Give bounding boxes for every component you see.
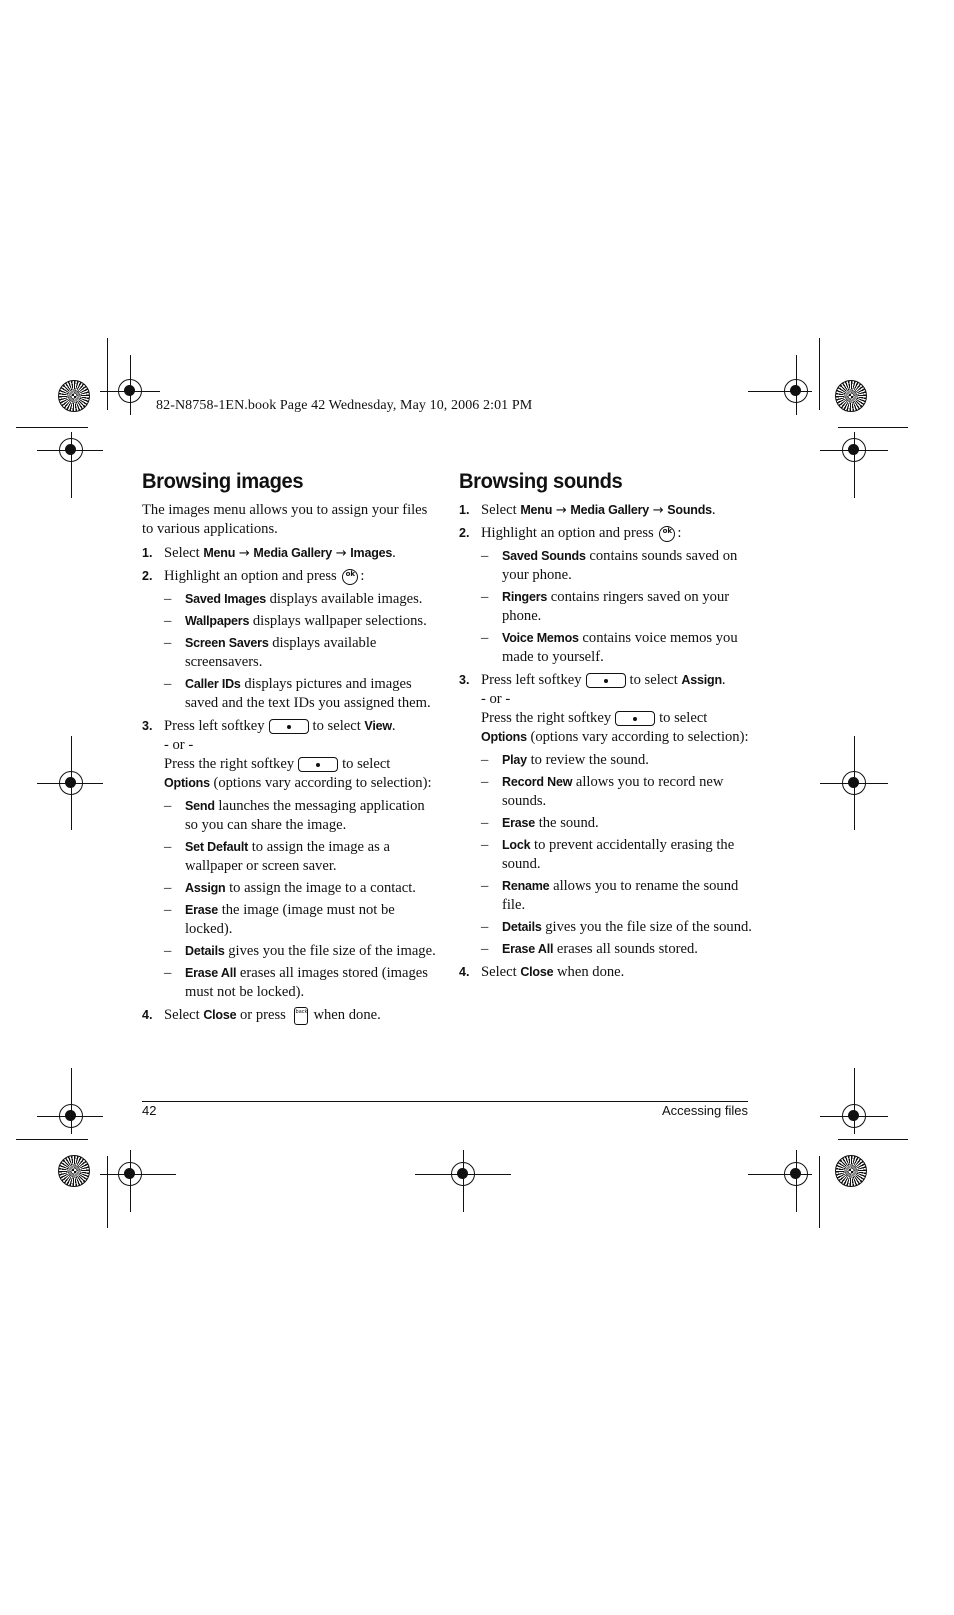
list-item: – Rename allows you to rename the sound file. (481, 878, 739, 913)
registration-mark-icon (784, 1162, 808, 1186)
list-item: – Erase All erases all images stored (images must not be locked). (164, 965, 428, 1000)
list-item: – Saved Images displays available images. (164, 591, 423, 607)
list-item: – Lock to prevent accidentally erasing the sound. (481, 837, 735, 872)
list-item: – Wallpapers displays wallpaper selections. (164, 613, 427, 629)
step-1: 1. Select Menu → Media Gallery → Sounds. (459, 502, 716, 518)
list-item: – Ringers contains ringers saved on your phone. (481, 589, 730, 624)
ok-key-icon: ok (659, 526, 675, 542)
print-header: 82-N8758-1EN.book Page 42 Wednesday, May 10, 2006 2:01 PM (156, 398, 533, 413)
section-title: Browsing sounds (459, 470, 623, 493)
list-item: – Saved Sounds contains sounds saved on your phone. (481, 548, 738, 583)
softkey-icon (269, 719, 309, 734)
footer-rule (142, 1101, 748, 1102)
option-list (481, 751, 759, 959)
softkey-icon (586, 673, 626, 688)
list-item: – Screen Savers displays available screensavers. (164, 635, 377, 670)
registration-mark-icon (59, 1104, 83, 1128)
step-2: 2. Highlight an option and press ok : – Saved Sounds contains sounds saved on your phone. – Ringers contains ringers saved on your phone. – Voice Memos contains voice memos you made to yourself. (459, 524, 759, 667)
list-item: – Erase the image (image must not be locked). (164, 902, 395, 937)
registration-mark-icon (784, 379, 808, 403)
registration-mark-icon (59, 438, 83, 462)
list-item: – Play to review the sound. (481, 752, 649, 768)
arrow-right-icon: → (238, 546, 250, 561)
ok-key-icon: ok (342, 569, 358, 585)
list-item: – Voice Memos contains voice memos you made to yourself. (481, 630, 738, 665)
step-1: 1. Select Menu → Media Gallery → Images. (142, 545, 396, 561)
softkey-icon (615, 711, 655, 726)
registration-mark-icon (118, 1162, 142, 1186)
list-item: – Send launches the messaging application so you can share the image. (164, 798, 425, 833)
step-3: 3. Press left softkey to select View. - or - Press the right softkey to select Options (options vary according to selection): – Send launches the messaging application so you can share the image. – Set Default to assign the image as a wallpaper or screen saver. – Assign to assign the image to a contact. – Erase the image (image must not be locked). – Details gives you the file size of the image. – Erase All erases all images stored (images must not be locked). (142, 717, 440, 1002)
browsing-images-section (142, 470, 440, 1029)
list-item: – Set Default to assign the image as a wallpaper or screen saver. (164, 839, 390, 874)
step-4: 4. Select Close or press back when done. (142, 1007, 381, 1023)
option-list (164, 590, 440, 713)
step-3: 3. Press left softkey to select Assign. - or - Press the right softkey to select Options (options vary according to selection): – Play to review the sound. – Record New allows you to record new sounds. – Erase the sound. – Lock to prevent accidentally erasing the sound. – Rename allows you to rename the sound file. – Details gives you the file size of the sound. – Erase All erases all sounds stored. (459, 671, 759, 959)
list-item: – Caller IDs displays pictures and images saved and the text IDs you assigned them. (164, 676, 431, 711)
list-item: – Erase All erases all sounds stored. (481, 941, 698, 957)
step-4: 4. Select Close when done. (459, 964, 625, 980)
list-item: – Details gives you the file size of the image. (164, 943, 436, 959)
color-rosette-icon (58, 1155, 90, 1187)
arrow-right-icon: → (335, 546, 347, 561)
option-list (481, 547, 759, 667)
option-list (164, 797, 440, 1002)
intro-paragraph: The images menu allows you to assign your files to various applications. (142, 502, 428, 537)
registration-mark-icon (59, 771, 83, 795)
arrow-right-icon: → (652, 503, 664, 518)
page-number: 42 (142, 1103, 157, 1118)
list-item: – Details gives you the file size of the sound. (481, 919, 752, 935)
section-title: Browsing images (142, 470, 304, 493)
step-2: 2. Highlight an option and press ok : – Saved Images displays available images. – Wallpapers displays wallpaper selections. – Screen Savers displays available screensavers. – Caller IDs displays pictures and images saved and the text IDs you assigned them. (142, 567, 440, 713)
color-rosette-icon (835, 380, 867, 412)
registration-mark-icon (842, 771, 866, 795)
color-rosette-icon (58, 380, 90, 412)
browsing-sounds-section (459, 470, 759, 986)
registration-mark-icon (842, 1104, 866, 1128)
section-name: Accessing files (662, 1103, 748, 1118)
back-key-icon: back (294, 1007, 308, 1025)
registration-mark-icon (118, 379, 142, 403)
registration-mark-icon (842, 438, 866, 462)
list-item: – Erase the sound. (481, 815, 599, 831)
list-item: – Record New allows you to record new sounds. (481, 774, 724, 809)
softkey-icon (298, 757, 338, 772)
registration-mark-icon (451, 1162, 475, 1186)
arrow-right-icon: → (555, 503, 567, 518)
list-item: – Assign to assign the image to a contact. (164, 880, 416, 896)
color-rosette-icon (835, 1155, 867, 1187)
